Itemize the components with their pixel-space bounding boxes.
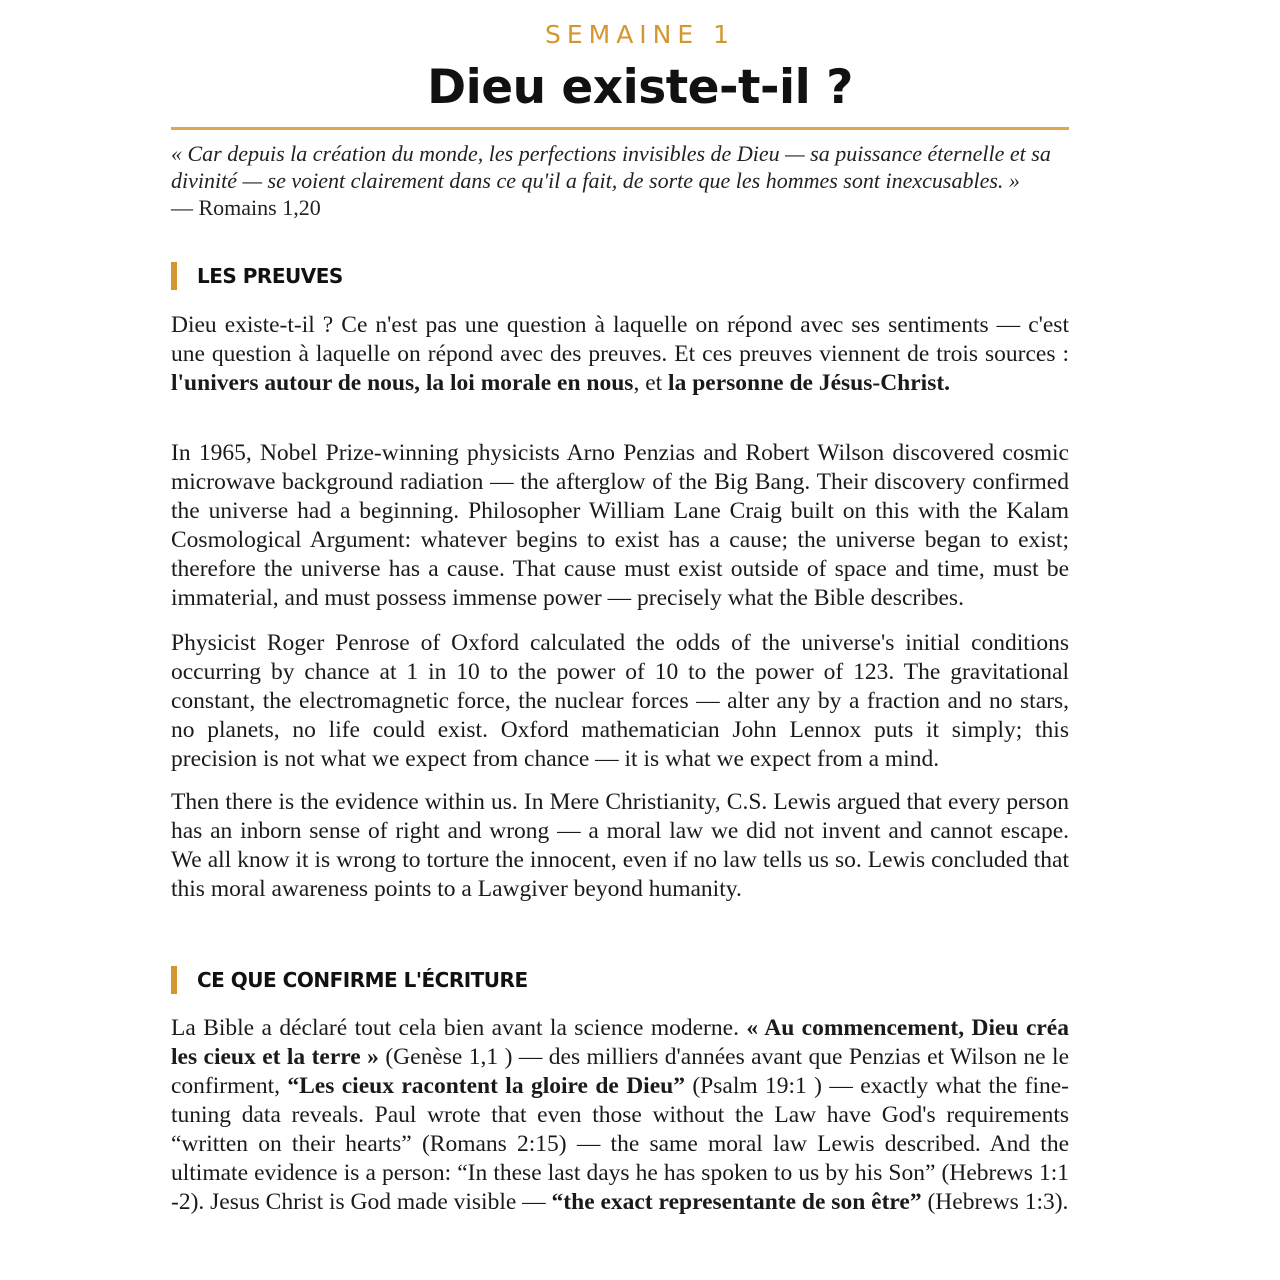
section-heading-evidence (171, 262, 1071, 290)
scripture-text-3: (Psalm 19:1 ) — exactly what the fine-tuning data reveals. Paul wrote that even those without the Law have God's requirements “written on their hearts” (Romans 2:15) — the same moral law Lewis described. And the ultimate evidence is a person: “In these last days he has spoken to us by his Son” (Hebrews 1:1 -2). Jesus Christ is God made visible — (171, 1073, 1069, 1215)
epigraph-quote: « Car depuis la création du monde, les perfections invisibles de Dieu — sa puissance éternelle et sa divinité — se voient clairement dans ce qu'il a fait, de sorte que les hommes sont inexcusables. » (171, 141, 1051, 193)
paragraph-cosmology: In 1965, Nobel Prize-winning physicists Arno Penzias and Robert Wilson discovered cosmic microwave background radiation — the afterglow of the Big Bang. Their discovery confirmed the universe had a beginning. Philosopher William Lane Craig built on this with the Kalam Cosmological Argument: whatever begins to exist has a cause; the universe began to exist; therefore the universe has a cause. That cause must exist outside of space and time, must be immaterial, and must possess immense power — precisely what the Bible describes. (171, 440, 1069, 611)
intro-text-2: , et (633, 370, 669, 396)
paragraph-scripture (171, 1014, 1069, 1217)
section-accent-bar (171, 966, 177, 994)
scripture-text-1: La Bible a déclaré tout cela bien avant la science moderne. (171, 1015, 747, 1041)
section-heading-text: CE QUE CONFIRME L'ÉCRITURE (197, 968, 528, 992)
section-accent-bar (171, 262, 177, 290)
scripture-bold-1: « Au commencement, Dieu créa les cieux et la terre » (171, 1015, 1069, 1070)
epigraph-reference: — Romains 1,20 (171, 195, 321, 220)
intro-bold-1: l'univers autour de nous, la loi morale en nous (171, 370, 634, 396)
scripture-text-2: (Genèse 1,1 ) — des milliers d'années avant que Penzias et Wilson ne le confirment, (171, 1044, 1069, 1099)
section-heading-scripture (171, 966, 1071, 994)
paragraph-fine-tuning: Physicist Roger Penrose of Oxford calculated the odds of the universe's initial conditions occurring by chance at 1 in 10 to the power of 10 to the power of 123. The gravitational constant, the electromagnetic force, the nuclear forces — alter any by a fraction and no stars, no planets, no life could exist. Oxford mathematician John Lennox puts it simply; this precision is not what we expect from chance — it is what we expect from a mind. (171, 630, 1069, 772)
intro-paragraph (171, 311, 1069, 398)
scripture-text-4: (Hebrews 1:3). (921, 1189, 1069, 1215)
week-label: SEMAINE 1 (544, 20, 736, 49)
intro-text-1: Dieu existe-t-il ? Ce n'est pas une question à laquelle on répond avec ses sentiments — c'est une question à laquelle on répond avec des preuves. Et ces preuves viennent de trois sources : (171, 312, 1069, 367)
page-title: Dieu existe-t-il ? (427, 60, 853, 115)
intro-bold-2: la personne de Jésus-Christ. (668, 370, 951, 396)
scripture-bold-3: “the exact representante de son être” (551, 1189, 922, 1215)
scripture-bold-2: “Les cieux racontent la gloire de Dieu” (287, 1073, 685, 1099)
section-heading-text: LES PREUVES (197, 264, 343, 288)
title-divider (171, 127, 1069, 130)
epigraph (171, 140, 1071, 221)
paragraph-moral-law: Then there is the evidence within us. In Mere Christianity, C.S. Lewis argued that every person has an inborn sense of right and wrong — a moral law we did not invent and cannot escape. We all know it is wrong to torture the innocent, even if no law tells us so. Lewis concluded that this moral awareness points to a Lawgiver beyond humanity. (171, 789, 1069, 902)
